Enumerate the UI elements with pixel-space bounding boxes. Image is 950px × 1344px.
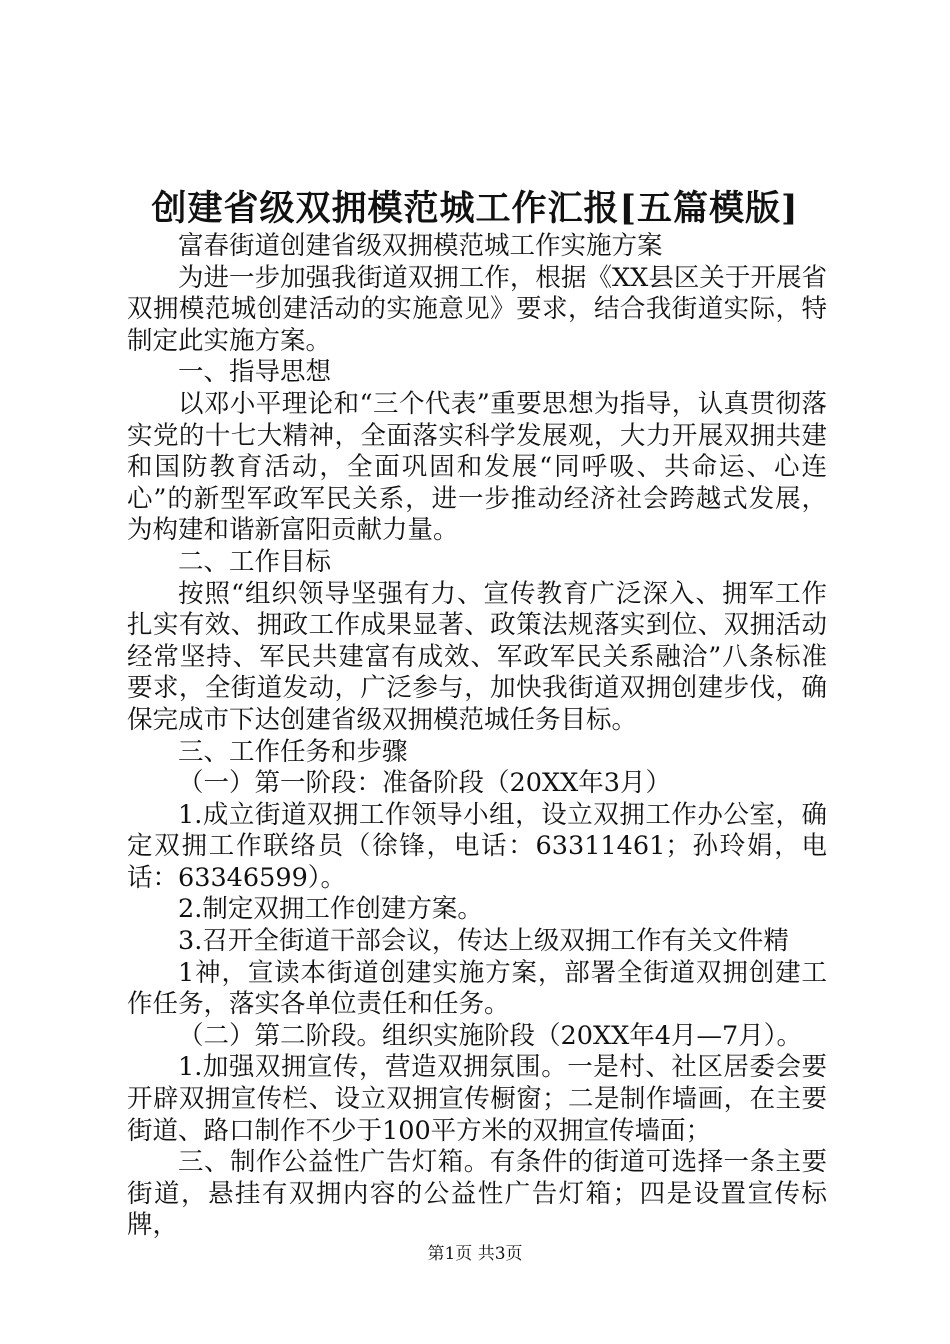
section-heading: 三、工作任务和步骤 xyxy=(178,736,408,767)
document-title: 创建省级双拥模范城工作汇报[五篇模版] xyxy=(151,188,799,229)
section-heading: 一、指导思想 xyxy=(178,357,332,388)
paragraph: 1神，宣读本街道创建实施方案，部署全街道双拥创建工作任务，落实各单位责任和任务。 xyxy=(127,957,827,1020)
paragraph: 3.召开全街道干部会议，传达上级双拥工作有关文件精 xyxy=(178,926,789,957)
section-heading: 二、工作目标 xyxy=(178,546,332,577)
subsection-heading: （一）第一阶段：准备阶段（20XX年3月） xyxy=(178,768,671,799)
document-body xyxy=(127,231,827,1242)
subsection-heading: （二）第二阶段。组织实施阶段（20XX年4月—7月）。 xyxy=(178,1020,802,1051)
paragraph: 1.成立街道双拥工作领导小组，设立双拥工作办公室，确定双拥工作联络员（徐锋，电话：63311461；孙玲娟，电话：63346599）。 xyxy=(127,799,827,893)
paragraph: 为进一步加强我街道双拥工作，根据《XX县区关于开展省双拥模范城创建活动的实施意见》要求，结合我街道实际，特制定此实施方案。 xyxy=(127,262,827,356)
paragraph: 富春街道创建省级双拥模范城工作实施方案 xyxy=(178,231,663,261)
paragraph: 2.制定双拥工作创建方案。 xyxy=(178,894,483,925)
paragraph: 1.加强双拥宣传，营造双拥氛围。一是村、社区居委会要开辟双拥宣传栏、设立双拥宣传橱窗；二是制作墙画，在主要街道、路口制作不少于100平方米的双拥宣传墙面； xyxy=(127,1052,827,1146)
paragraph: 以邓小平理论和“三个代表”重要思想为指导，认真贯彻落实党的十七大精神，全面落实科学发展观，大力开展双拥共建和国防教育活动，全面巩固和发展“同呼吸、共命运、心连心”的新型军政军民关系，进一步推动经济社会跨越式发展，为构建和谐新富阳贡献力量。 xyxy=(127,388,827,546)
paragraph: 按照“组织领导坚强有力、宣传教育广泛深入、拥军工作扎实有效、拥政工作成果显著、政策法规落实到位、双拥活动经常坚持、军民共建富有成效、军政军民关系融洽”八条标准要求，全街道发动，广泛参与，加快我街道双拥创建步伐，确保完成市下达创建省级双拥模范城任务目标。 xyxy=(127,578,827,735)
page-footer: 第1页 共3页 xyxy=(427,1244,523,1264)
paragraph: 三、制作公益性广告灯箱。有条件的街道可选择一条主要街道，悬挂有双拥内容的公益性广告灯箱；四是设置宣传标牌， xyxy=(127,1147,827,1241)
